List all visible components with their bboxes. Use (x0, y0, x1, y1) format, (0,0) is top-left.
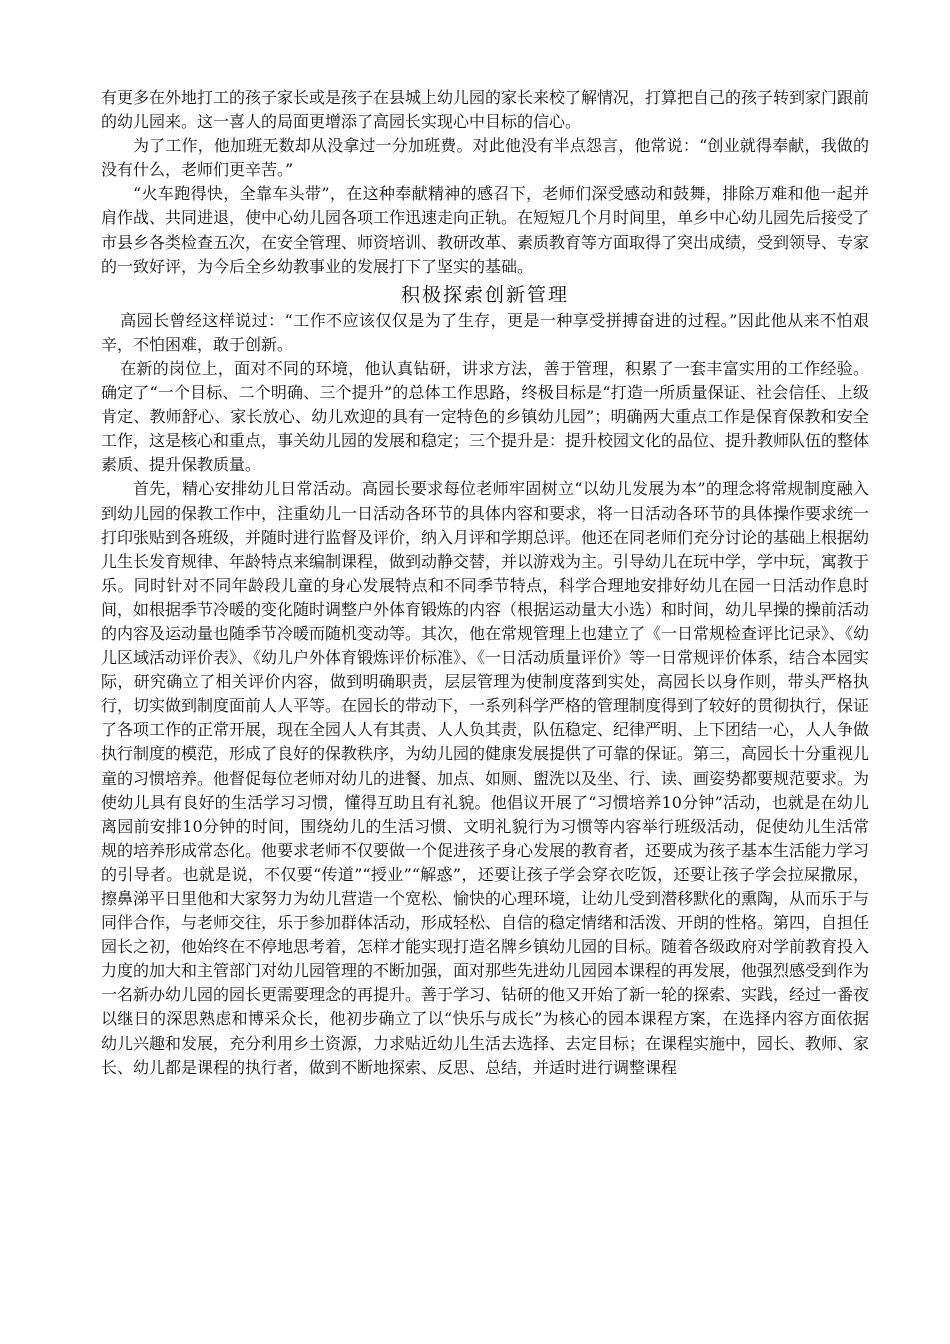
paragraph-continued: 有更多在外地打工的孩子家长或是孩子在县城上幼儿园的家长来校了解情况，打算把自己的孩子转到家门跟前的幼儿园来。这一喜人的局面更增添了高园长实现心中目标的信心。 (101, 88, 870, 132)
paragraph-overtime: 为了工作，他加班无数却从没拿过一分加班费。对此他没有半点怨言，他常说：“创业就得奉献，我做的没有什么，老师们更辛苦。” (101, 136, 869, 180)
paragraph-new-post: 在新的岗位上，面对不同的环境，他认真钻研，讲求方法，善于管理，积累了一套丰富实用的工作经验。确定了“一个目标、二个明确、三个提升”的总体工作思路，终极目标是“打造一所质量保证、社会信任、上级肯定、教师舒心、家长放心、幼儿欢迎的具有一定特色的乡镇幼儿园”；明确两大重点工作是保育保教和安全工作，这是核心和重点，事关幼儿园的发展和稳定；三个提升是：提升校园文化的品位、提升教师队伍的整体素质、提升保教质量。 (101, 358, 870, 475)
paragraph-daily-activities: 首先，精心安排幼儿日常活动。高园长要求每位老师牢固树立“以幼儿发展为本”的理念将常规制度融入到幼儿园的保教工作中，注重幼儿一日活动各环节的具体内容和要求，将一日活动各环节的具体操作要求统一打印张贴到各班级，并随时进行监督及评价，纳入月评和学期总评。他还在同老师们充分讨论的基础上根据幼儿生长发育规律、年龄特点来编制课程，做到动静交替，并以游戏为主。引导幼儿在玩中学，学中玩，寓教于乐。同时针对不同年龄段儿童的身心发展特点和不同季节特点，科学合理地安排好幼儿在园一日活动作息时间，如根据季节冷暖的变化随时调整户外体育锻炼的内容（根据运动量大小选）和时间，幼儿早操的操前活动的内容及运动量也随季节冷暖而随机变动等。其次，他在常规管理上也建立了《一日常规检查评比记录》、《幼儿区域活动评价表》、《幼儿户外体育锻炼评价标准》、《一日活动质量评价》等一日常规评价体系，结合本园实际，研究确立了相关评价内容，做到明确职责，层层管理为使制度落到实处，高园长以身作则，带头严格执行，切实做到制度面前人人平等。在园长的带动下，一系列科学严格的管理制度得到了较好的贯彻执行，保证了各项工作的正常开展，现在全园人人有其责、人人负其责，队伍稳定、纪律严明、上下团结一心，人人争做执行制度的模范，形成了良好的保教秩序，为幼儿园的健康发展提供了可靠的保证。第三，高园长十分重视儿童的习惯培养。他督促每位老师对幼儿的进餐、加点、如厕、盥洗以及坐、行、读、画姿势都要规范要求。为使幼儿具有良好的生活学习习惯，懂得互助且有礼貌。他倡议开展了“习惯培养10分钟”活动，也就是在幼儿离园前安排10分钟的时间，围绕幼儿的生活习惯、文明礼貌行为习惯等内容举行班级活动，促使幼儿生活常规的培养形成常态化。他要求老师不仅要做一个促进孩子身心发展的教育者，还要成为孩子基本生活能力学习的引导者。也就是说，不仅要“传道”“授业”“解惑”，还要让孩子学会穿衣吃饭，还要让孩子学会拉屎撒尿，擦鼻涕平日里他和大家努力为幼儿营造一个宽松、愉快的心理环境，让幼儿受到潜移默化的熏陶，从而乐于与同伴合作，与老师交往，乐于参加群体活动，形成轻松、自信的稳定情绪和活泼、开朗的性格。第四，自担任园长之初，他始终在不停地思考着，怎样才能实现打造名牌乡镇幼儿园的目标。随着各级政府对学前教育投入力度的加大和主管部门对幼儿园管理的不断加强，面对那些先进幼儿园园本课程的再发展，他强烈感受到作为一名新办幼儿园的园长更需要理念的再提升。善于学习、钻研的他又开始了新一轮的探索、实践，经过一番夜以继日的深思熟虑和博采众长，他初步确立了以“快乐与成长”为核心的园本课程方案，在选择内容方面依据幼儿兴趣和发展，充分利用乡土资源，力求贴近幼儿生活去选择、去定目标；在课程实施中，园长、教师、家长、幼儿都是课程的执行者，做到不断地探索、反思、总结，并适时进行调整课程 (101, 479, 870, 1077)
section-heading: 积极探索创新管理 (400, 283, 569, 306)
document-page (101, 86, 869, 1080)
paragraph-quote: 高园长曾经这样说过：“工作不应该仅仅是为了生存，更是一种享受拼搏奋进的过程。”因此他从来不怕艰辛，不怕困难，敢于创新。 (101, 310, 869, 354)
paragraph-locomotive: “火车跑得快，全靠车头带”，在这种奉献精神的感召下，老师们深受感动和鼓舞，排除万难和他一起并肩作战、共同进退，使中心幼儿园各项工作迅速走向正轨。在短短几个月时间里，单乡中心幼儿园先后接受了市县乡各类检查五次，在安全管理、师资培训、教研改革、素质教育等方面取得了突出成绩，受到领导、专家的一致好评，为今后全乡幼教事业的发展打下了坚实的基础。 (101, 184, 870, 276)
